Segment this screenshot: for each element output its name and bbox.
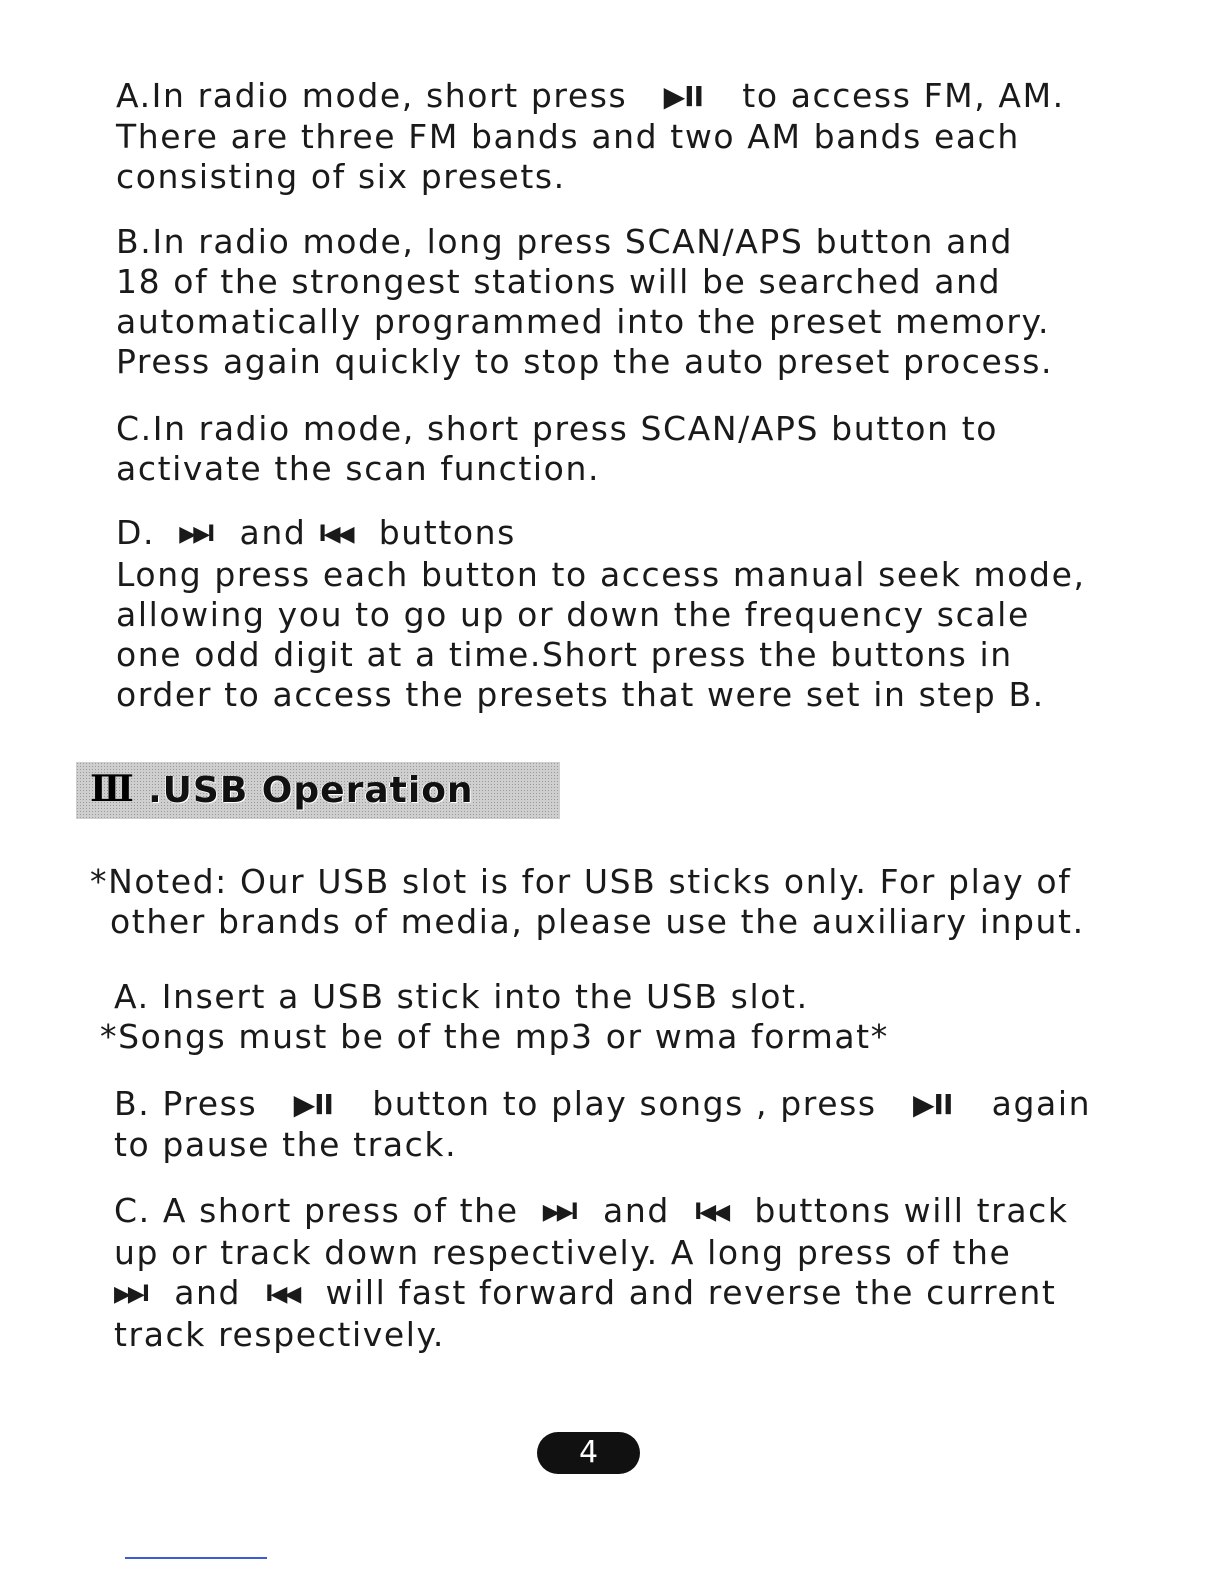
usb-c-and: and xyxy=(603,1191,670,1230)
next-track-icon: ▶▶I xyxy=(114,1282,148,1307)
radio-d-line2: Long press each button to access manual seek mode, xyxy=(116,555,1086,594)
radio-c-line1: C.In radio mode, short press SCAN/APS button to xyxy=(116,409,999,448)
radio-d-line4: one odd digit at a time.Short press the buttons in xyxy=(116,635,1013,674)
usb-c-line3-post: will fast forward and reverse the current xyxy=(325,1273,1057,1312)
usb-a-line1: A. Insert a USB stick into the USB slot. xyxy=(114,977,809,1016)
bottom-underline-mark xyxy=(125,1557,267,1559)
radio-step-d xyxy=(116,513,1086,715)
previous-track-icon: I◀◀ xyxy=(318,522,352,547)
usb-step-b xyxy=(114,1084,1091,1165)
play-pause-icon: ▶II xyxy=(913,1088,953,1121)
usb-c-post: buttons will track xyxy=(754,1191,1069,1230)
radio-d-line5: order to access the presets that were set in step B. xyxy=(116,675,1045,714)
play-pause-icon: ▶II xyxy=(663,80,703,113)
usb-c-pre: C. A short press of the xyxy=(114,1191,519,1230)
usb-note-line1: *Noted: Our USB slot is for USB sticks only. For play of xyxy=(90,862,1072,901)
next-track-icon: ▶▶I xyxy=(542,1200,576,1225)
radio-b-line4: Press again quickly to stop the auto preset process. xyxy=(116,342,1054,381)
usb-note-line2: other brands of media, please use the auxiliary input. xyxy=(110,902,1085,941)
radio-d-buttons: buttons xyxy=(378,513,516,552)
radio-c-line2: activate the scan function. xyxy=(116,449,601,488)
radio-a-line1-post: to access FM, AM. xyxy=(742,76,1065,115)
radio-step-a xyxy=(116,76,1065,197)
usb-b-pre: B. Press xyxy=(114,1084,258,1123)
usb-c-line4: track respectively. xyxy=(114,1315,446,1354)
next-track-icon: ▶▶I xyxy=(179,522,213,547)
radio-d-and: and xyxy=(239,513,307,552)
usb-step-a xyxy=(100,977,889,1057)
radio-d-line3: allowing you to go up or down the frequency scale xyxy=(116,595,1030,634)
radio-a-line1-pre: A.In radio mode, short press xyxy=(116,76,628,115)
radio-step-c xyxy=(116,409,998,489)
radio-d-prefix: D. xyxy=(116,513,156,552)
previous-track-icon: I◀◀ xyxy=(694,1200,728,1225)
radio-a-line2: There are three FM bands and two AM bands each xyxy=(116,117,1020,156)
radio-a-line3: consisting of six presets. xyxy=(116,157,566,196)
usb-b-mid: button to play songs , press xyxy=(372,1084,877,1123)
play-pause-icon: ▶II xyxy=(293,1088,333,1121)
usb-b-post: again xyxy=(991,1084,1092,1123)
usb-a-line2: *Songs must be of the mp3 or wma format* xyxy=(100,1017,889,1056)
usb-c-line2: up or track down respectively. A long press of the xyxy=(114,1233,1012,1272)
radio-b-line3: automatically programmed into the preset memory. xyxy=(116,302,1051,341)
radio-b-line1: B.In radio mode, long press SCAN/APS button and xyxy=(116,222,1013,261)
page-number-badge: 4 xyxy=(537,1432,640,1474)
section-number: Ⅲ xyxy=(90,768,134,810)
usb-c-and2: and xyxy=(174,1273,242,1312)
section-title: .USB Operation xyxy=(148,770,474,811)
radio-step-b xyxy=(116,222,1053,382)
usb-note xyxy=(90,862,1085,942)
previous-track-icon: I◀◀ xyxy=(265,1282,299,1307)
usb-step-c xyxy=(114,1191,1069,1355)
usb-b-line2: to pause the track. xyxy=(114,1125,458,1164)
radio-b-line2: 18 of the strongest stations will be searched and xyxy=(116,262,1002,301)
section-heading-usb-operation xyxy=(76,762,560,819)
